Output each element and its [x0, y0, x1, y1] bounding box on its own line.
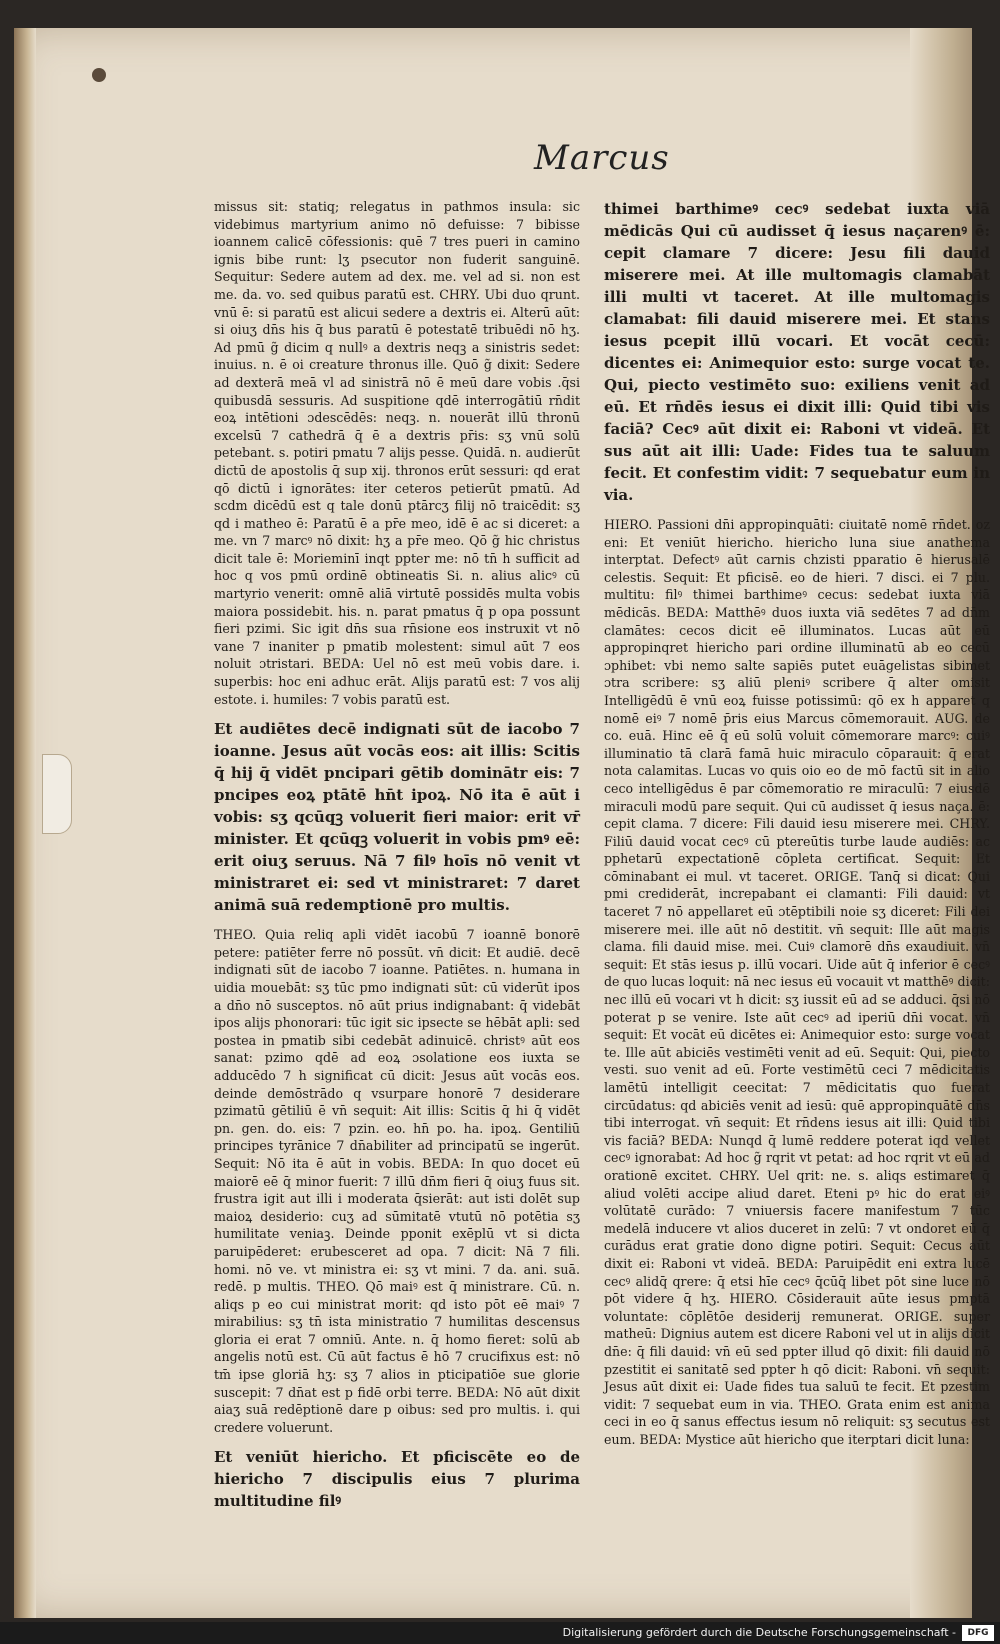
- running-head: Marcus: [534, 138, 670, 178]
- ink-mark: [92, 68, 106, 82]
- page-left-edge: [14, 28, 36, 1618]
- left-paragraph-2: Et audiētes decē indignati sūt de iacobo 7 ioanne. Jesus aūt vocās eos: ait illis: Scitis q̄ hij q̄ vidēt pncipari gētib dominātr eis: 7 pncipes eoꝝ ptātē hn̄t ipoꝝ. Nō ita ē aūt i vobis: sʒ qcūqꝫ voluerit fieri maior: erit vr̄ minister. Et qcūqꝫ voluerit in vobis pmꝰ eē: erit oiuʒ seruus. Nā 7 filꝰ hoīs nō venit vt ministraret ei: sed vt ministraret: 7 daret animā suā redemptionē pro multis.: [214, 720, 580, 915]
- right-column: [604, 198, 990, 1447]
- footer-bar: [0, 1622, 1000, 1644]
- left-column: [214, 198, 580, 1511]
- left-paragraph-3: THEO. Quia reliq apli vidēt iacobū 7 ioannē bonorē petere: patiēter ferre nō possūt. vn̄ dicit: Et audiē. decē indignati sūt de iacobo 7 ioanne. Patiētes. n. humana in uidia mouebāt: sʒ tūc pmo indignati sūt: cū viderūt ipos a dn̄o nō susceptos. nō aūt prius indignabant: q̄ videbāt ipos alijs phonorari: tūc igit sic ipsecte se hēbāt apli: sed postea in pmatib sibi cedebāt adinuicē. christꝰ aūt eos sanat: pzimo qdē ad eoꝝ ɔsolatione eos iuxta se adducēdo 7 h significat cū dicit: Jesus aūt vocās eos. deinde demōstrādo q vsurpare honorē 7 desiderare pzimatū gētiliū ē vn̄ sequit: Ait illis: Scitis q̄ hi q̄ vidēt pn. gen. do. eis: 7 pzin. eo. hn̄ po. ha. ipoꝝ. Gentiliū principes tyrānice 7 dn̄abiliter ad principatū se ingerūt. Sequit: Nō ita ē aūt in vobis. BEDA: In quo docet eū maiorē eē q̄ minor fuerit: 7 illū dn̄m fieri q̄ oiuʒ fuus sit. frustra igit aut illi i moderata q̄sierāt: aut isti dolēt sup maioꝝ desiderio: cuʒ ad sūmitatē vtutū nō potētia sʒ humilitate veniaꝫ. Deinde pponit exēplū vt si dicta paruipēderet: erubesceret ad opa. 7 dicit: Nā 7 fili. homi. nō ve. vt ministra ei: sʒ vt mini. 7 da. ani. suā. redē. p multis. THEO. Qō maiꝰ est q̄ ministrare. Cū. n. aliqs p eo cui ministrat morit: qd isto pōt eē maiꝰ 7 mirabilius: sʒ tn̄ ista ministratio 7 humilitas descensus gloria ei erat 7 omniū. Ante. n. q̄ homo fieret: solū ab angelis notū est. Cū aūt factus ē hō 7 crucifixus est: nō tm̄ ipse gloriā hʒ: sʒ 7 alios in pticipatiōe sue glorie suscepit: 7 dn̄at est p fidē orbi terre. BEDA: Nō aūt dixit aiaʒ suā redēptionē dare p oibus: sed pro multis. i. qui credere voluerunt.: [214, 927, 580, 1435]
- dfg-logo: DFG: [962, 1625, 994, 1641]
- right-paragraph-2: HIERO. Passioni dn̄i appropinquāti: ciuitatē nomē rn̄det. oz eni: Et veniūt hiericho. hiericho luna siue anathema interptat. Defectꝰ aūt carnis chzisti pparatio ē hierusalē celestis. Sequit: Et pficisē. eo de hieri. 7 disci. ei 7 plu. multitu: filꝰ thimei barthimeꝰ cecus: sedebat iuxta viā mēdicās. BEDA: Matthēꝰ duos iuxta viā sedētes 7 ad dn̄m clamātes: cecos dicit eē illuminatos. Lucas aūt eū appropinqret hiericho pari ordine illuminatū ab eo cecū ɔphibet: vbi nemo salte sapiēs putet euāgelistas sibimet ɔtra scribere: sʒ aliū pleniꝰ scribere q̄ alter omisit Intelligēdū ē vnū eoꝝ fuisse potissimū: qō ex h apparet q nomē eiꝰ 7 nomē p̄ris eius Marcus cōmemorauit. AUG. de co. euā. Hinc eē q̄ eū solū voluit cōmemorare marcꝰ: cuiꝰ illuminatio tā clarā famā huic miraculo cōparauit: q̄ erat nota calamitas. Lucas vo quis oio eo de mō factū sit in alio ceco intelligēdus ē par cōmemoratio re miraculū: 7 eiusdē miraculi modū pare sequit. Qui cū audisset q̄ iesus naça. ē: cepit clama. 7 dicere: Fili dauid iesu miserere mei. CHRY. Filiū dauid vocat cecꝰ cū ptereūtis turbe laude audiēs: ac pphetarū expectationē cōpleta certificat. Sequit: Et cōminabant ei mul. vt taceret. ORIGE. Tanq̄ si dicat: Qui pmi crediderāt, increpabant ei clamanti: Fili dauid: vt taceret 7 nō appellaret eū ɔtēptibili noie sʒ diceret: Fili dei miserere mei. ille aūt nō destitit. vn̄ sequit: Ille aūt magis clama. fili dauid mise. mei. Cuiꝰ clamorē dn̄s exaudiuit. vn̄ sequit: Et stās iesus p. illū vocari. Uide aūt q̄ inferior ē cecꝰ de quo lucas loquit: nā nec iesus eū vocauit vt matthēꝰ dicit: nec illū eū vocari vt h dicit: sʒ iussit eū ad se adduci. q̄si nō poterat p se venire. Iste aūt cecꝰ ad iperiū dn̄i vocat. vn̄ sequit: Et vocāt eū dicētes ei: Animequior esto: surge vocat te. Ille aūt abiciēs vestimēti venit ad eū. Sequit: Qui, piecto vesti. suo venit ad eū. Forte vestimētū ceci 7 mēdicitatis lamētū intelligit ceecitat: 7 mēdicitatis quo fuerat circūdatus: qd abiciēs venit ad iesū: quē appropinquātē dn̄s tibi interrogat. vn̄ sequit: Et rn̄dens iesus ait illi: Quid tibi vis faciā? BEDA: Nunqd q̄ lumē reddere poterat iqd vellet cecꝰ ignorabat: Ad hoc g̃ rqrit vt petat: ad hoc rqrit vt eū ad orationē excitet. CHRY. Uel qrit: ne. s. aliqs estimaret q̄ aliud volēti accipe aliud daret. Eteni pꝰ hic do erat eiꝰ volūtatē curādo: 7 vniuersis facere manifestum 7 tūc medelā inducere vt alios duceret in zelū: 7 vt ondoret eū q̄ curādus erat gratie dono digne potiri. Sequit: Cecus aūt dixit ei: Raboni vt videā. BEDA: Paruipēdit eni extra lucē cecꝰ alidq̄ qrere: q̄ etsi hīe cecꝰ q̄cūq̄ libet pōt sine luce nō pōt videre q̄ hʒ. HIERO. Cōsiderauit aūte iesus pmptā voluntate: cōplētōe desiderij remunerat. ORIGE. super matheū: Dignius autem est dicere Raboni vel ut in alijs dicit dn̄e: q̄ fili dauid: vn̄ eū sed ppter illud qō dixit: fili dauid nō pzestitit ei sanitatē sed ppter h qō dicit: Raboni. vn̄ sequit: Jesus aūt dixit ei: Uade fides tua saluū te fecit. Et pzestim vidit: 7 sequebat eum in via. THEO. Grata enim est anima ceci in eo q̄ sanus effectus iesum nō reliquit: sʒ secutus est eum. BEDA: Mystice aūt hiericho que iterptari dicit luna:: [604, 517, 990, 1447]
- book-clasp: [42, 754, 72, 834]
- right-paragraph-1: thimei barthimeꝰ cecꝰ sedebat iuxta viā mēdicās Qui cū audisset q̄ iesus naçarenꝰ ē: cepit clamare 7 dicere: Jesu fili dauid miserere mei. At ille multomagis clamabāt illi multi vt taceret. At ille multomagis clamabat: fili dauid miserere mei. Et stans iesus pcepit illū vocari. Et vocāt cecū: dicentes ei: Animequior esto: surge vocat te. Qui, piecto vestimēto suo: exiliens venit ad eū. Et rn̄dēs iesus ei dixit illi: Quid tibi vis faciā? Cecꝰ aūt dixit ei: Raboni vt videā. Et sus aūt ait illi: Uade: Fides tua te saluum fecit. Et confestim vidit: 7 sequebatur eum in via.: [604, 200, 990, 504]
- footer-text: Digitalisierung gefördert durch die Deutsche Forschungsgemeinschaft -: [562, 1626, 956, 1639]
- book-page: [14, 28, 990, 1618]
- left-paragraph-1: missus sit: statiq; relegatus in pathmos insula: sic videbimus martyrium animo nō defuisse: 7 bibisse ioannem calicē cōfessionis: quē 7 tres pueri in camino ignis bibe runt: lʒ psecutor non fuderit sanguinē. Sequitur: Sedere autem ad dex. me. vel ad si. non est me. da. vo. sed quibus paratū est. CHRY. Ubi duo qrunt. vnū ē: si paratū est alicui sedere a dextris ei. Alterū aūt: si oiuʒ dn̄s his q̄ bus paratū ē potestatē tribuēdi nō hʒ. Ad pmū g̃ dicim q nullꝰ a dextris neqꝫ a sinistris sedet: inuius. n. ē oi creature thronus ille. Quō g̃ dixit: Sedere ad dexterā meā vl ad sinistrā nō ē meū dare vobis .q̄si quibusdā sessuris. Ad suspitione qdē interrogātiū rn̄dit eoꝝ intētioni ɔdescēdēs: neqꝫ. n. nouerāt illū thronū excelsū 7 cathedrā q̄ ē a dextris pr̄is: sʒ vnū solū petebant. s. potiri pmatu 7 alijs pesse. Quidā. n. audierūt dictū de apostolis q̄ sup xij. thronos erūt sessuri: qd erat qō dictū i ignorātes: iter ceteros petierūt pmatū. Ad scdm dicēdū est q tale donū ptārcʒ filij nō traicēdit: sʒ qd i matheo ē: Paratū ē a pr̄e meo, idē ē ac si diceret: a me. vn 7 marcꝰ nō dixit: hʒ a pr̄e meo. Qō g̃ hic christus dicit tale ē: Morieminī inqt ppter me: nō tn̄ h sufficit ad hoc q vos pmū ordinē obtineatis Si. n. alius alicꝰ cū martyrio venerit: omnē aliā virtutē possidēs multa vobis maiora possidebit. his. n. parat pmatus q̄ p opa possunt fieri pzimi. Sic igit dn̄s sua rn̄sione eos instruxit vt nō vane 7 inaniter p pmatib molestent: simul aūt 7 eos noluit ɔtristari. BEDA: Uel nō est meū vobis dare. i. superbis: hoc eni adhuc erāt. Alijs paratū est: 7 vos alij estote. i. humiles: 7 vobis paratū est.: [214, 199, 580, 707]
- left-paragraph-4: Et veniūt hiericho. Et pficiscēte eo de hiericho 7 discipulis eius 7 plurima multitudine filꝰ: [214, 1448, 580, 1511]
